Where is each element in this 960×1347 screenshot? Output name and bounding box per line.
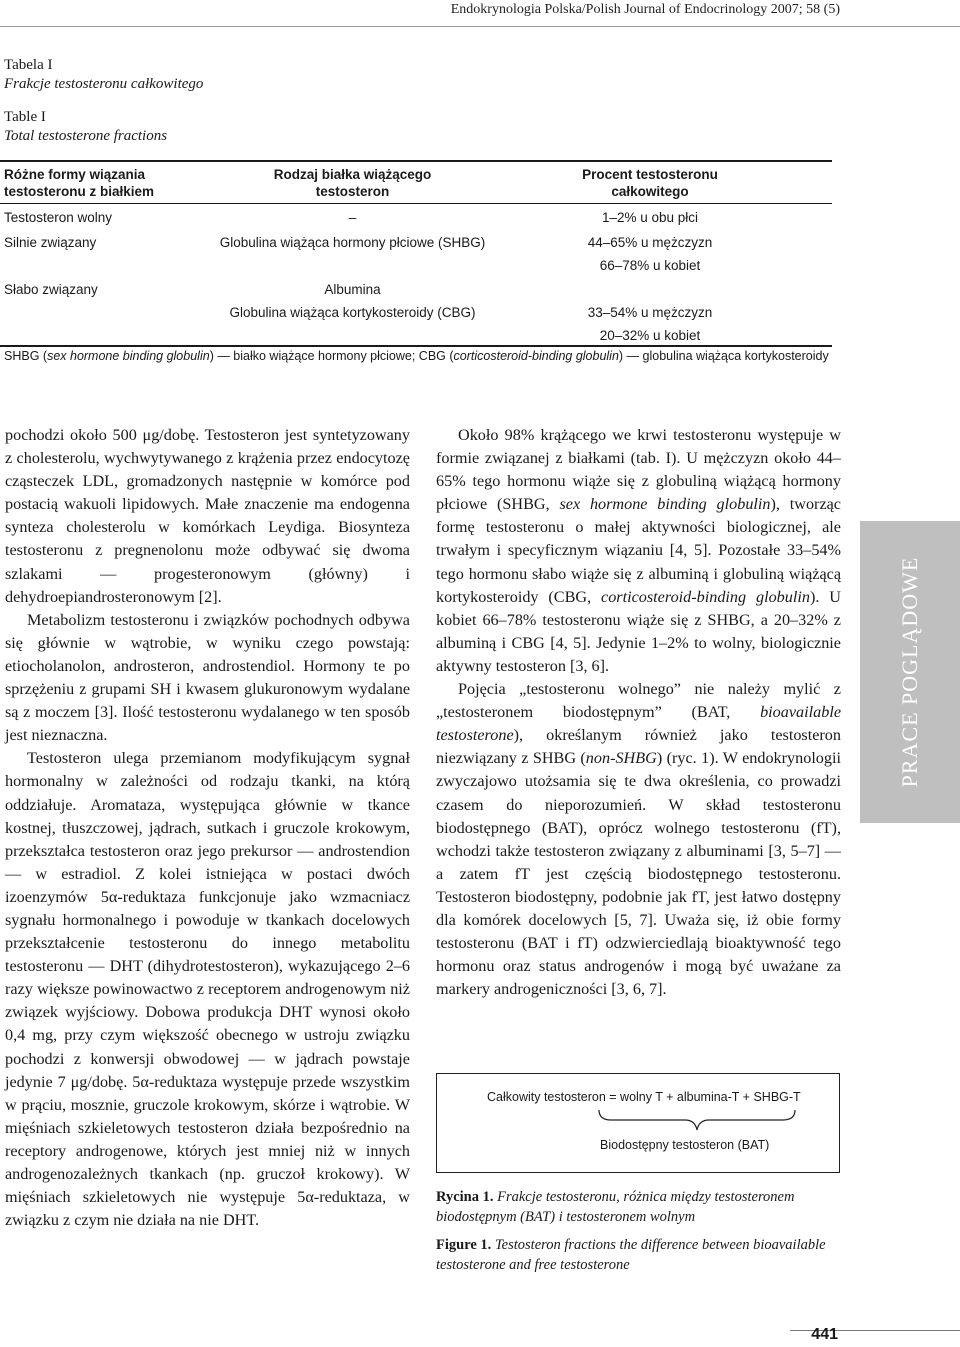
table-row2-col3a: 44–65% u mężczyzn [587,235,713,250]
table-row2-col1: Silnie związany [4,235,97,250]
table-row3-col2b: Globulina wiążąca kortykosteroidy (CBG) [229,305,476,320]
table-top-rule [0,160,832,162]
table-row3-col1: Słabo związany [4,282,98,297]
table-header-col3: Procent testosteronu całkowitego [582,167,718,199]
table-caption [4,56,203,146]
table-row3-col3a: 33–54% u mężczyzn [587,305,713,320]
figure-caption-en: Figure 1. Testosteron fractions the difference between bioavailable testosterone and free testosterone [436,1237,826,1273]
table-row1-col1: Testosteron wolny [4,210,113,225]
curly-brace-icon [597,1108,797,1134]
table-header-col2: Rodzaj białka wiążącego testosteron [273,167,432,199]
table-label-en: Table I [4,109,46,125]
paragraph: Około 98% krążącego we krwi testosteronu występuje w formie związanej z białkami (tab. I). U mężczyzn około 44–65% tego hormonu wiąże się z globuliną wiążącą hormony płciowe (SHBG, sex hormone binding globulin), tworząc formę testosteronu o małej aktywności biologicznej, ale trwałym i specyficznym wiązaniu [4, 5]. Pozostałe 33–54% tego hormonu słabo wiąże się z albuminą i globuliną wiążącą kortykosteroidy (CBG, corticosteroid-binding globulin). U kobiet 66–78% testosteronu wiąże się z SHBG, a 20–32% z albuminą i CBG [4, 5]. Jedynie 1–2% to wolny, biologicznie aktywny testosteron [3, 6]. [436,426,841,675]
figure-1-box [436,1073,840,1173]
figure-caption [436,1187,840,1275]
table-row3-col2a: Albumina [324,282,381,297]
figure-bat-label: Biodostępny testosteron (BAT) [600,1138,770,1152]
table-title-pl: Frakcje testosteronu całkowitego [4,76,204,92]
table-row3-col3b: 20–32% u kobiet [599,328,701,343]
table-row1-col2: – [348,210,357,225]
table-row2-col3b: 66–78% u kobiet [599,258,701,273]
table-label-pl: Tabela I [4,57,53,73]
table-bottom-rule [0,345,832,347]
paragraph: Testosteron ulega przemianom modyfikującym sygnał hormonalny w zależności od rodzaju tkanki, na którą oddziałuje. Aromataza, występująca głównie w tkance kostnej, tłuszczowej, jądrach, sutkach i gruczole krokowym, przekształca testosteron oraz jego prekursor — androstendion — w estradiol. Z kolei istniejąca w postaci dwóch izoenzymów 5α-reduktaza funkcjonuje jako wzmacniacz sygnału hormonalnego i powoduje w tkankach docelowych przekształcenie testosteronu do innego metabolitu testosteronu — DHT (dihydrotestosteron), wykazującego 2–6 razy większe powinowactwo z receptorem androgenowym niż związek wyjściowy. Dobowa produkcja DHT wynosi około 0,4 mg, przy czym większość obecnego w ustroju związku pochodzi z konwersji obwodowej — w jądrach powstaje jedynie 7 μg/dobę. 5α-reduktaza występuje przede wszystkim w prąciu, mosznie, gruczole krokowym, skórze i wątrobie. W mięśniach szkieletowych testosteron działa bezpośrednio na receptory androgenowe, których jest mniej niż w innych androgenozależnych tkankach (np. gruczoł krokowy). W mięśniach szkieletowych nie występuje 5α-reduktaza, w związku z czym nie działa na nie DHT. [5,749,410,1230]
paragraph: Pojęcia „testosteronu wolnego” nie należy mylić z „testosteronem biodostępnym” (BAT, bioavailable testosterone), określanym również jako testosteron niezwiązany z SHBG (non-SHBG) (ryc. 1). W endokrynologii zwyczajowo utożsamia się te dwa określenia, co prowadzi czasem do nieporozumień. W skład testosteronu biodostępnego (BAT), oprócz wolnego testosteronu (fT), wchodzi także testosteron związany z albuminami [3, 5–7] — a zatem fT jest częścią biodostępnego testosteronu. Testosteron biodostępny, podobnie jak fT, jest łatwo dostępny dla komórek docelowych [5, 7]. Uważa się, iż obie formy testosteronu (BAT i fT) odzwierciedlają bioaktywność tego hormonu oraz status androgenów i mogą być uważane za markery androgeniczności [3, 6, 7]. [436,680,841,999]
table-header-col1: Różne formy wiązania testosteronu z białkiem [4,167,155,199]
page-number: 441 [811,1326,838,1343]
journal-header: Endokrynologia Polska/Polish Journal of Endocrinology 2007; 58 (5) [450,2,840,17]
header-rule [0,26,960,27]
paragraph: pochodzi około 500 μg/dobę. Testosteron jest syntetyzowany z cholesterolu, wychwytywanego z krążenia przez endocytozę cząsteczek LDL, gromadzonych następnie w komórce pod postacią wakuoli lipidowych. Małe znaczenie ma endogenna synteza cholesterolu w komórkach Leydiga. Biosynteza testosteronu z pregnenolonu może odbywać się dwoma szlakami — progesteronowym (główny) i dehydroepiandrosteronowym [2]. [5,426,410,606]
paragraph: Metabolizm testosteronu i związków pochodnych odbywa się głównie w wątrobie, w wyniku czego powstają: etiocholanolon, androsteron, androstendiol. Hormony te po sprzężeniu z grupami SH i kwasem glukuronowym wydalane są z moczem [3]. Ilość testosteronu wydalanego w ten sposób jest nieznaczna. [5,610,410,745]
table-footnote: SHBG (sex hormone binding globulin) — białko wiążące hormony płciowe; CBG (corticosteroid-binding globulin) — globulina wiążąca kortykosteroidy [4,349,829,363]
body-column-right [436,424,841,1001]
body-column-left [5,424,410,1232]
section-label: PRACE POGLĄDOWE [897,556,922,788]
table-title-en: Total testosterone fractions [4,128,168,144]
table-row1-col3: 1–2% u obu płci [601,210,699,225]
table-row2-col2: Globulina wiążąca hormony płciowe (SHBG) [219,235,486,250]
table-header-rule [0,203,832,204]
figure-formula: Całkowity testosteron = wolny T + albumina-T + SHBG-T [487,1090,801,1104]
figure-caption-pl: Rycina 1. Frakcje testosteronu, różnica między testosteronem biodostępnym (BAT) i testosteronem wolnym [436,1189,795,1225]
